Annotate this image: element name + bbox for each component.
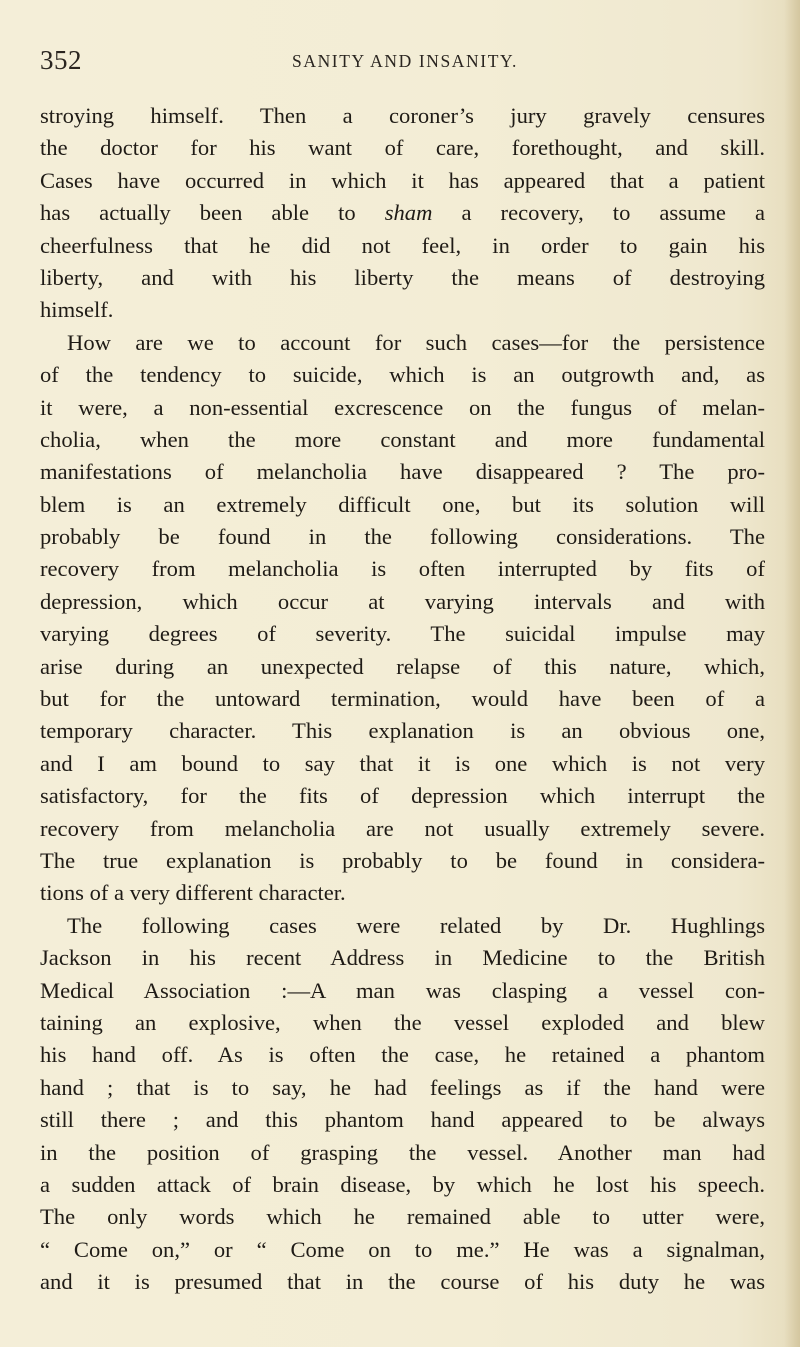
text-line (40, 197, 765, 229)
text-line: cholia, when the more constant and more fundamental (40, 426, 765, 452)
text-line: of the tendency to suicide, which is an outgrowth and, as (40, 362, 765, 388)
paragraph (40, 910, 765, 1299)
text-line: manifestations of melancholia have disappeared ? The pro- (40, 459, 765, 485)
text-line: satisfactory, for the fits of depression which interrupt the (40, 783, 765, 809)
text-line: hand ; that is to say, he had feelings as if the hand were (40, 1074, 765, 1100)
text-line: Cases have occurred in which it has appeared that a patient (40, 167, 765, 193)
text-line: his hand off. As is often the case, he retained a phantom (40, 1042, 765, 1068)
text-line: and I am bound to say that it is one which is not very (40, 750, 765, 776)
text-line: but for the untoward termination, would have been of a (40, 686, 765, 712)
text-line: probably be found in the following considerations. The (40, 524, 765, 550)
text-line: liberty, and with his liberty the means of destroying (40, 264, 765, 290)
text-line: it were, a non-essential excrescence on the fungus of melan- (40, 394, 765, 420)
page-number: 352 (40, 45, 82, 75)
text-line: The true explanation is probably to be found in considera- (40, 847, 765, 873)
text-line: The only words which he remained able to utter were, (40, 1204, 765, 1230)
text-line: the doctor for his want of care, forethought, and skill. (40, 135, 765, 161)
text-line: a sudden attack of brain disease, by which he lost his speech. (40, 1171, 765, 1197)
page-header (40, 45, 760, 81)
paragraph (40, 100, 765, 327)
body-text (40, 100, 765, 1298)
text-line: cheerfulness that he did not feel, in order to gain his (40, 232, 765, 258)
text-line: and it is presumed that in the course of his duty he was (40, 1269, 765, 1295)
text-line: The following cases were related by Dr. Hughlings (67, 912, 765, 938)
text-line: recovery from melancholia are not usually extremely severe. (40, 815, 765, 841)
text-line: himself. (40, 297, 114, 323)
text-line: in the position of grasping the vessel. Another man had (40, 1139, 765, 1165)
text-line: temporary character. This explanation is an obvious one, (40, 718, 765, 744)
text-line: How are we to account for such cases—for the persistence (67, 329, 765, 355)
text-line: tions of a very different character. (40, 880, 346, 906)
text-line: depression, which occur at varying intervals and with (40, 588, 765, 614)
text-line: “ Come on,” or “ Come on to me.” He was a signalman, (40, 1236, 765, 1262)
page-edge-shadow (784, 0, 800, 1347)
text-line: blem is an extremely difficult one, but its solution will (40, 491, 765, 517)
text-line: arise during an unexpected relapse of this nature, which, (40, 653, 765, 679)
text-segment: has actually been able to (40, 200, 385, 226)
text-line: still there ; and this phantom hand appeared to be always (40, 1107, 765, 1133)
text-segment: a recovery, to assume a (432, 200, 765, 226)
italic-word: sham (384, 200, 433, 226)
text-line: varying degrees of severity. The suicidal impulse may (40, 621, 765, 647)
text-line: Jackson in his recent Address in Medicine to the British (40, 945, 765, 971)
text-line: stroying himself. Then a coroner’s jury gravely censures (40, 103, 765, 128)
text-line: taining an explosive, when the vessel exploded and blew (40, 1009, 765, 1035)
running-head: SANITY AND INSANITY. (292, 51, 518, 71)
text-line: recovery from melancholia is often interrupted by fits of (40, 556, 765, 582)
paragraph (40, 327, 765, 910)
text-line: Medical Association :—A man was clasping a vessel con- (40, 977, 765, 1003)
